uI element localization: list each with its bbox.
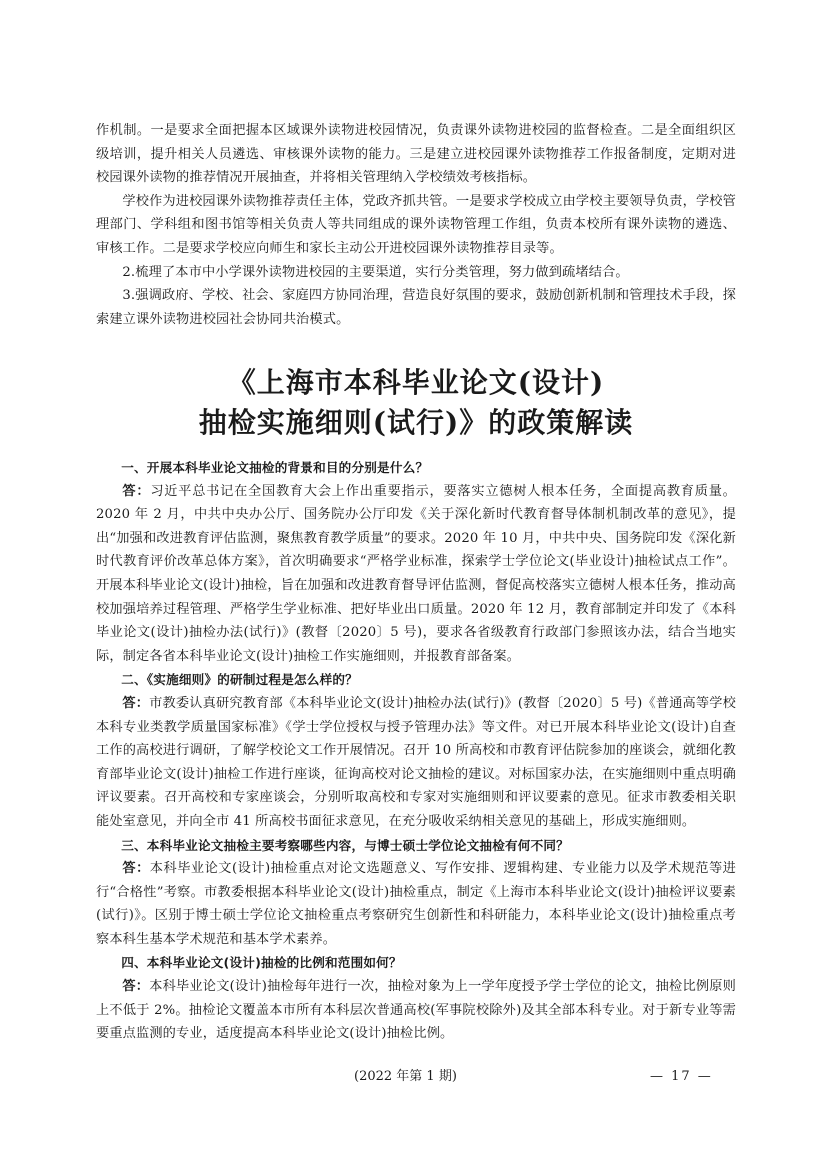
answer-3 bbox=[96, 857, 736, 951]
answer-label: 答： bbox=[122, 695, 150, 711]
answer-4 bbox=[96, 975, 736, 1046]
answer-2 bbox=[96, 692, 736, 834]
point-two-paragraph: 2.梳理了本市中小学课外读物进校园的主要渠道，实行分类管理，努力做到疏堵结合。 bbox=[122, 264, 629, 280]
answer-label: 答： bbox=[122, 483, 151, 499]
answer-text: 本科毕业论文(设计)抽检每年进行一次，抽检对象为上一学年度授予学士学位的论文，抽检比例原则上不低于 2%。抽检论文覆盖本市所有本科层次普通高校(军事院校除外)及其全部本科专业。对于新专业等需要重点监测的专业，适度提高本科毕业论文(设计)抽检比例。 bbox=[96, 979, 736, 1042]
question-4: 四、本科毕业论文(设计)抽检的比例和范围如何？ bbox=[121, 955, 402, 971]
article-title-line-1: 《上海市本科毕业论文(设计) bbox=[227, 366, 605, 399]
question-1: 一、开展本科毕业论文抽检的背景和目的分别是什么？ bbox=[121, 460, 429, 475]
answer-text: 市教委认真研究教育部《本科毕业论文(设计)抽检办法(试行)》(教督〔2020〕5 号)《普通高等学校本科专业类教学质量国家标准》《学士学位授权与授予管理办法》等文件。对已开展本科毕业论文(设计)自查工作的高校进行调研，了解学校论文工作开展情况。召开 10 所高校和市教育评估院参加的座谈会，就细化教育部毕业论文(设计)抽检工作进行座谈，征询高校对论文抽检的建议。对标国家办法，在实施细则中重点明确评议要素。召开高校和专家座谈会，分别听取高校和专家对实施细则和评议要素的意见。征求市教委相关职能处室意见，并向全市 41 所高校书面征求意见，在充分吸收采纳相关意见的基础上，形成实施细则。 bbox=[96, 695, 736, 829]
answer-1 bbox=[96, 480, 736, 669]
article-title-line-2: 抽检实施细则(试行)》的政策解读 bbox=[198, 406, 634, 439]
answer-label: 答： bbox=[122, 861, 150, 877]
article-title bbox=[96, 363, 736, 443]
answer-text: 本科毕业论文(设计)抽检重点对论文选题意义、写作安排、逻辑构建、专业能力以及学术规范等进行“合格性”考察。市教委根据本科毕业论文(设计)抽检重点，制定《上海市本科毕业论文(设计)抽检评议要素(试行)》。区别于博士硕士学位论文抽检重点考察研究生创新性和科研能力，本科毕业论文(设计)抽检重点考察本科生基本学术规范和基本学术素养。 bbox=[96, 861, 736, 947]
page-number: — 17 — bbox=[650, 1069, 713, 1084]
question-3: 三、本科毕业论文抽检主要考察哪些内容，与博士硕士学位论文抽检有何不同？ bbox=[121, 837, 569, 853]
question-2: 二、《实施细则》的研制过程是怎么样的？ bbox=[121, 672, 358, 688]
page-footer bbox=[0, 1065, 827, 1089]
answer-text: 习近平总书记在全国教育大会上作出重要指示，要落实立德树人根本任务，全面提高教育质量。2020 年 2 月，中共中央办公厅、国务院办公厅印发《关于深化新时代教育督导体制机制改革的意见》，提出“加强和改进教育评估监测，聚焦教育教学质量”的要求。2020 年 10 月，中共中央、国务院印发《深化新时代教育评价改革总体方案》，首次明确要求“严格学业标准，探索学士学位论文(毕业设计)抽检试点工作”。开展本科毕业论文(设计)抽检，旨在加强和改进教育督导评估监测，督促高校落实立德树人根本任务，推动高校加强培养过程管理、严格学生学业标准、把好毕业出口质量。2020 年 12 月，教育部制定并印发了《本科毕业论文(设计)抽检办法(试行)》(教督〔2020〕5 号)，要求各省级教育行政部门参照该办法，结合当地实际，制定各省本科毕业论文(设计)抽检工作实施细则，并报教育部备案。 bbox=[96, 483, 736, 664]
point-three-paragraph: 3.强调政府、学校、社会、家庭四方协同治理，营造良好氛围的要求，鼓励创新机制和管理技术手段，探索建立课外读物进校园社会协同共治模式。 bbox=[96, 288, 736, 327]
issue-label: (2022 年第 1 期) bbox=[354, 1069, 457, 1084]
continued-section bbox=[96, 119, 736, 331]
qa-section bbox=[96, 456, 736, 1046]
school-responsibility-paragraph: 学校作为进校园课外读物推荐责任主体，党政齐抓共管。一是要求学校成立由学校主要领导负责，学校管理部门、学科组和图书馆等相关负责人等共同组成的课外读物管理工作组，负责本校所有课外读物的遴选、审核工作。二是要求学校应向师生和家长主动公开进校园课外读物推荐目录等。 bbox=[96, 193, 736, 256]
answer-label: 答： bbox=[122, 979, 150, 995]
continued-paragraph: 作机制。一是要求全面把握本区域课外读物进校园情况，负责课外读物进校园的监督检查。二是全面组织区级培训，提升相关人员遴选、审核课外读物的能力。三是建立进校园课外读物推荐工作报备制度，定期对进校园课外读物的推荐情况开展抽查，并将相关管理纳入学校绩效考核指标。 bbox=[96, 123, 736, 186]
